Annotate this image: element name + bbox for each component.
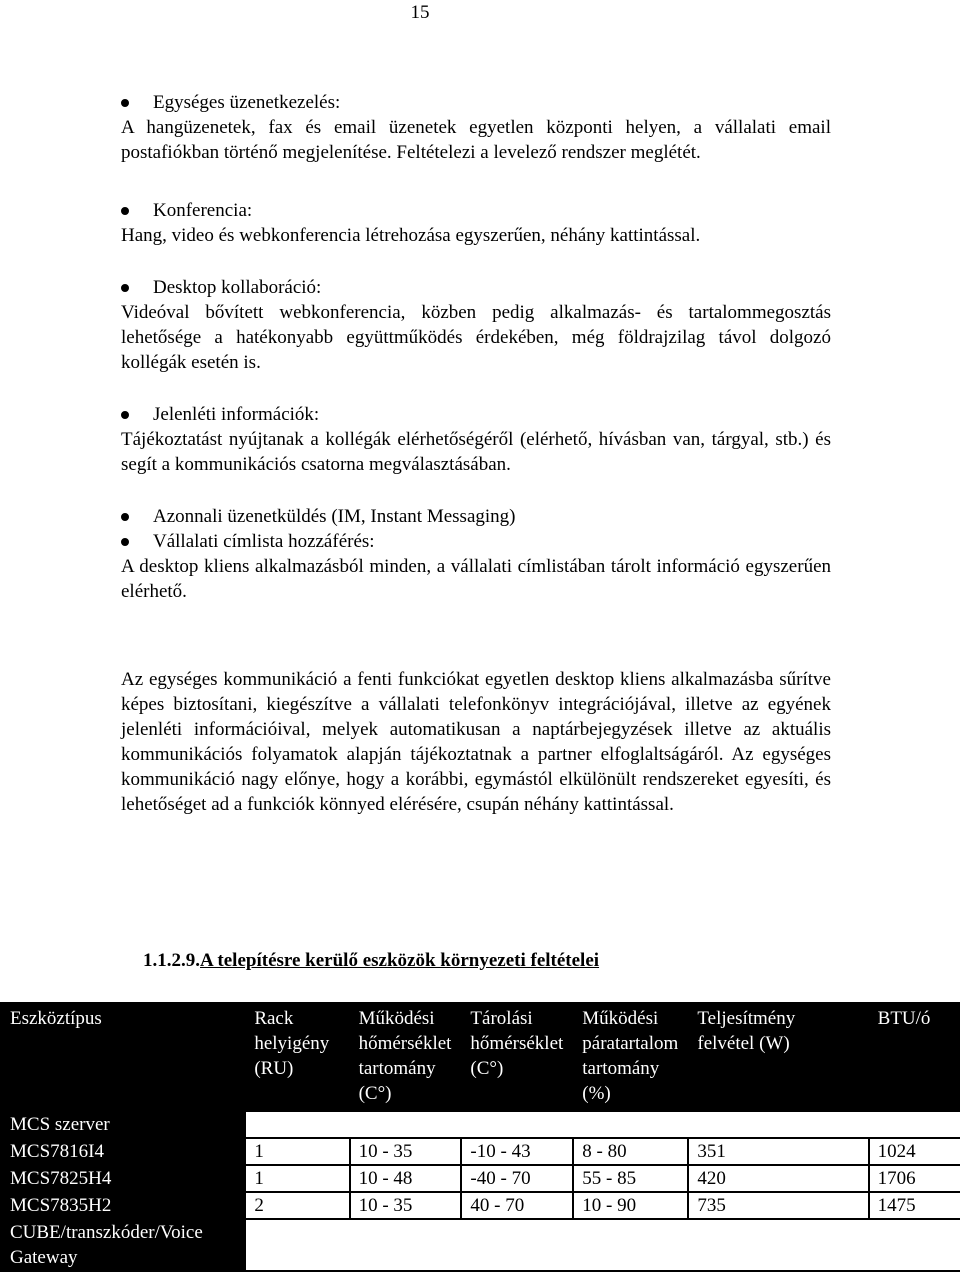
- rack-cell: 2: [245, 1192, 349, 1219]
- list-item-heading: Vállalati címlista hozzáférés:: [153, 531, 375, 552]
- header-cell: Eszköztípus: [1, 1003, 245, 1111]
- section-title: A telepítésre kerülő eszközök környezeti feltételei: [200, 950, 600, 971]
- body-paragraph: Az egységes kommunikáció a fenti funkciókat egyetlen desktop kliens alkalmazásba sűrítve képes biztosítani, kiegészítve a vállalati telefonkönyv integrációjával, illetve az egyének jelenléti információival, melyek automatikusan a naptárbejegyzések illetve az aktuális kommunikációs folyamatok alapján tájékoztatnak a partner elfoglaltságáról. Az egységes kommunikáció nagy előnye, hogy a korábbi, egymástól elkülönült rendszereket egyesíti, és lehetőséget ad a funkciók könnyed elérésére, csupán néhány kattintással.: [121, 669, 831, 815]
- bullet-icon: [121, 99, 129, 107]
- list-item-body: Tájékoztatást nyújtanak a kollégák elérhetőségéről (elérhető, hívásban van, tárgyal, stb.) és segít a kommunikációs csatorna megválasztásában.: [121, 429, 831, 475]
- storage-temp-cell: 40 - 70: [461, 1192, 573, 1219]
- humidity-cell: 10 - 90: [573, 1192, 688, 1219]
- device-type: MCS7816I4: [1, 1138, 245, 1165]
- btu-cell: 1475: [869, 1192, 960, 1219]
- storage-temp-cell: -40 - 70: [461, 1165, 573, 1192]
- humidity-cell: 8 - 80: [573, 1138, 688, 1165]
- list-item: [121, 275, 831, 375]
- header-cell: Teljesítmény felvétel (W): [688, 1003, 868, 1111]
- group-label: CUBE/transzkóder/Voice Gateway: [1, 1219, 245, 1271]
- btu-cell: 1706: [869, 1165, 960, 1192]
- feature-list: [121, 90, 831, 604]
- empty-cell: [245, 1219, 960, 1271]
- page-number: 15: [410, 2, 430, 23]
- power-cell: 735: [688, 1192, 868, 1219]
- list-item: [121, 529, 831, 604]
- list-item: [121, 402, 831, 477]
- op-temp-cell: 10 - 35: [350, 1192, 462, 1219]
- op-temp-cell: 10 - 48: [350, 1165, 462, 1192]
- list-item-body: A hangüzenetek, fax és email üzenetek egyetlen központi helyen, a vállalati email postafiókban történő megjelenítése. Feltételezi a levelező rendszer meglétét.: [121, 117, 831, 163]
- list-item: [121, 90, 831, 165]
- power-cell: 351: [688, 1138, 868, 1165]
- list-item-body: Videóval bővített webkonferencia, közben pedig alkalmazás- és tartalommegosztás lehetősége a hatékonyabb együttműködés érdekében, még földrajzilag távol dolgozó kollégák esetén is.: [121, 302, 831, 373]
- btu-cell: 1024: [869, 1138, 960, 1165]
- list-item-heading: Desktop kollaboráció:: [153, 277, 322, 298]
- section-number: 1.1.2.9.: [143, 950, 200, 971]
- header-cell: Tárolási hőmérséklet (C°): [461, 1003, 573, 1111]
- header-cell: BTU/ó: [869, 1003, 960, 1111]
- table-header-row: [1, 1003, 960, 1111]
- table-group-row: [1, 1219, 960, 1271]
- list-item: [121, 198, 831, 248]
- list-item-heading: Konferencia:: [153, 200, 253, 221]
- rack-cell: 1: [245, 1138, 349, 1165]
- header-cell: Működési páratartalom tartomány (%): [573, 1003, 688, 1111]
- list-item-heading: Azonnali üzenetküldés (IM, Instant Messaging): [153, 506, 516, 527]
- environment-table: [0, 1002, 960, 1272]
- header-cell: Működési hőmérséklet tartomány (C°): [350, 1003, 462, 1111]
- power-cell: 420: [688, 1165, 868, 1192]
- bullet-icon: [121, 207, 129, 215]
- table-row: [1, 1138, 960, 1165]
- list-item-body: Hang, video és webkonferencia létrehozása egyszerűen, néhány kattintással.: [121, 225, 701, 246]
- storage-temp-cell: -10 - 43: [461, 1138, 573, 1165]
- list-item: [121, 504, 831, 529]
- empty-cell: [245, 1111, 960, 1138]
- device-type: MCS7835H2: [1, 1192, 245, 1219]
- device-type: MCS7825H4: [1, 1165, 245, 1192]
- bullet-icon: [121, 284, 129, 292]
- list-item-body: A desktop kliens alkalmazásból minden, a vállalati címlistában tárolt információ egyszerűen elérhető.: [121, 556, 831, 602]
- table-group-row: [1, 1111, 960, 1138]
- bullet-icon: [121, 538, 129, 546]
- bullet-icon: [121, 411, 129, 419]
- rack-cell: 1: [245, 1165, 349, 1192]
- table-row: [1, 1165, 960, 1192]
- list-item-heading: Egységes üzenetkezelés:: [153, 92, 341, 113]
- header-cell: Rack helyigény (RU): [245, 1003, 349, 1111]
- list-item-heading: Jelenléti információk:: [153, 404, 320, 425]
- humidity-cell: 55 - 85: [573, 1165, 688, 1192]
- op-temp-cell: 10 - 35: [350, 1138, 462, 1165]
- table-row: [1, 1192, 960, 1219]
- bullet-icon: [121, 513, 129, 521]
- section-heading: [143, 950, 599, 972]
- group-label: MCS szerver: [1, 1111, 245, 1138]
